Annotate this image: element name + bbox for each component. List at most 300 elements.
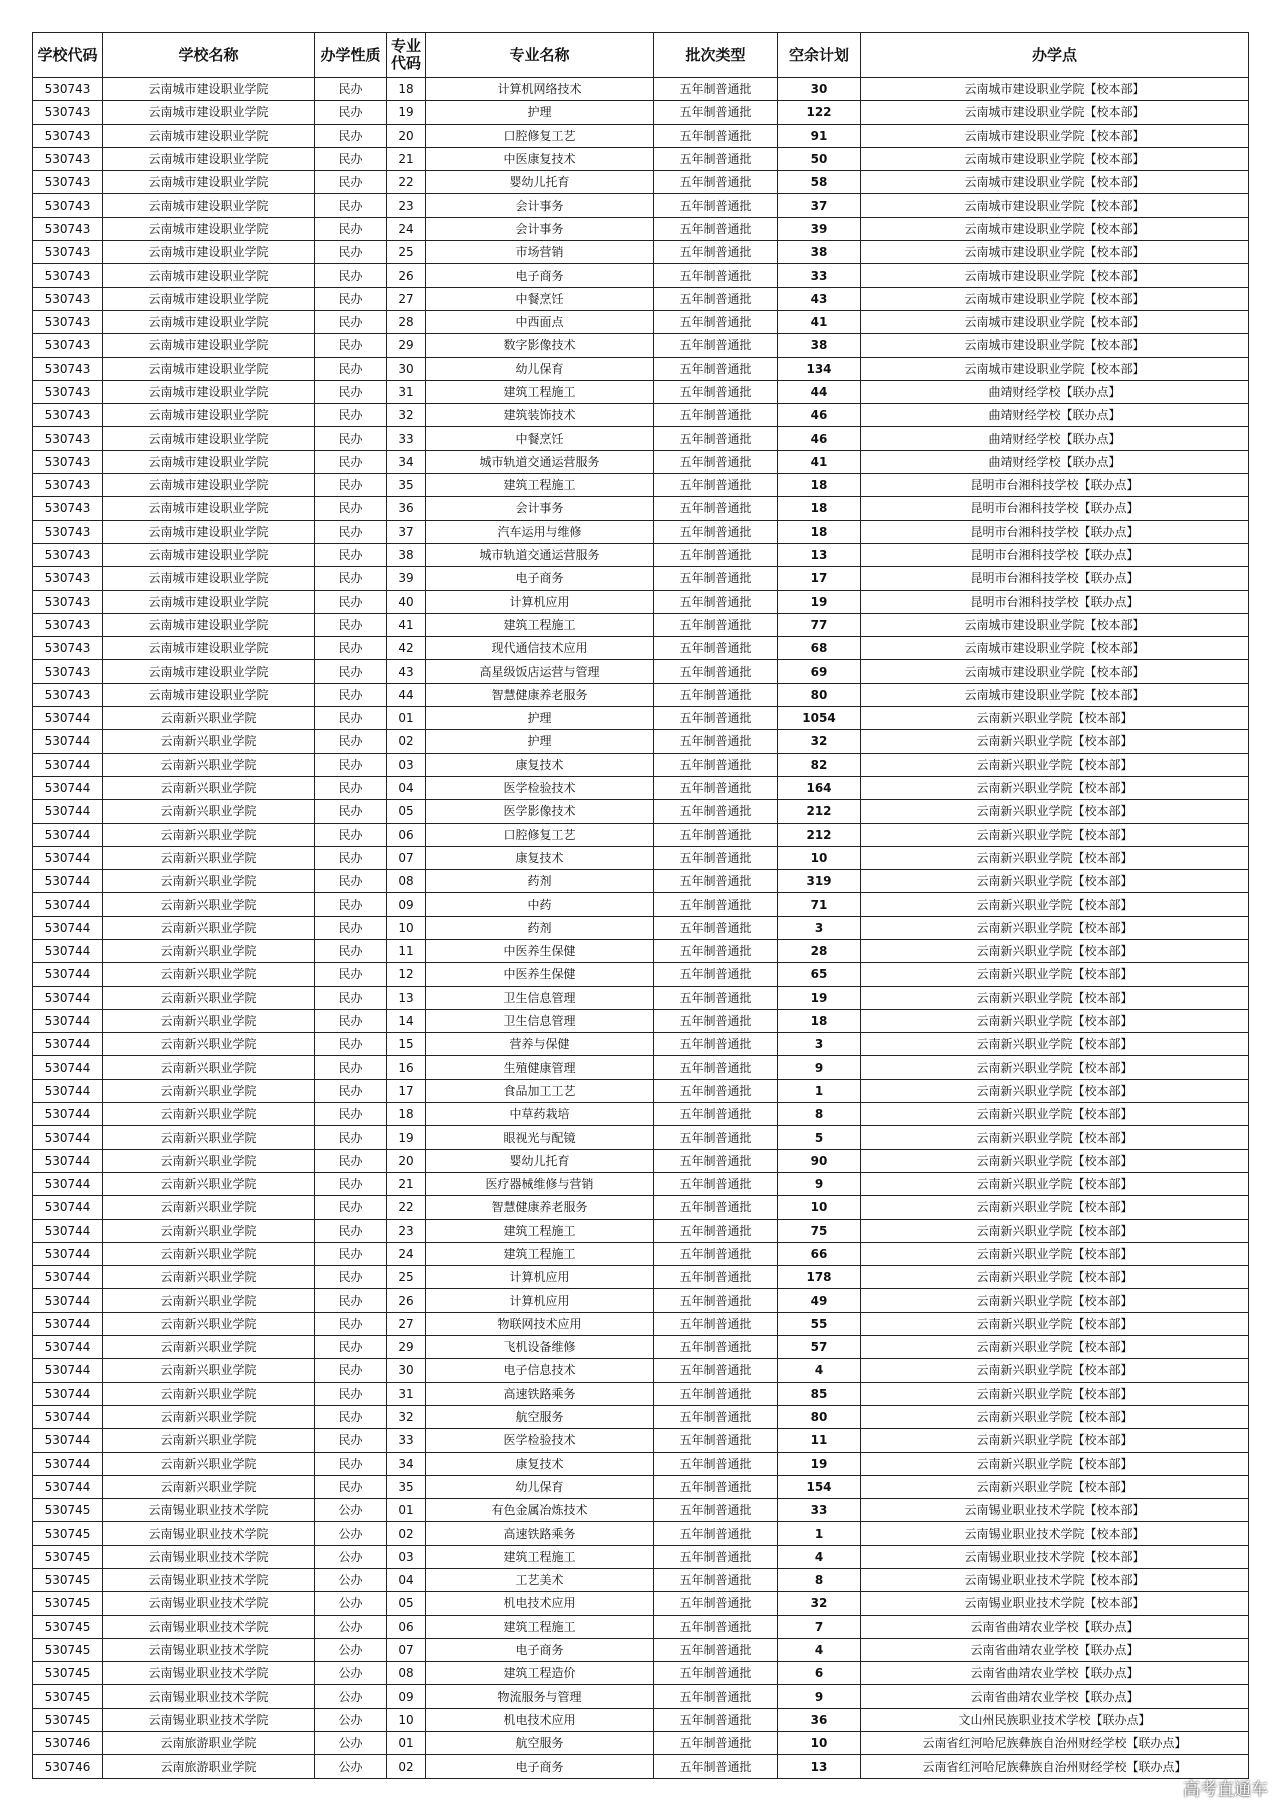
cell-school-code: 530744 — [33, 1009, 103, 1032]
cell-campus: 云南新兴职业学院【校本部】 — [861, 1033, 1249, 1056]
table-row — [33, 334, 1249, 357]
cell-batch-type: 五年制普通批 — [654, 846, 778, 869]
cell-campus: 云南城市建设职业学院【校本部】 — [861, 660, 1249, 683]
cell-school-code: 530743 — [33, 217, 103, 240]
cell-vacancy: 58 — [778, 171, 861, 194]
cell-vacancy: 38 — [778, 241, 861, 264]
cell-major-name: 现代通信技术应用 — [426, 637, 654, 660]
cell-school-name: 云南城市建设职业学院 — [103, 683, 315, 706]
cell-school-type: 公办 — [315, 1615, 387, 1638]
cell-campus: 云南新兴职业学院【校本部】 — [861, 776, 1249, 799]
cell-major-code: 10 — [387, 916, 426, 939]
cell-school-name: 云南新兴职业学院 — [103, 1359, 315, 1382]
cell-major-name: 中餐烹饪 — [426, 427, 654, 450]
cell-major-code: 07 — [387, 1638, 426, 1661]
cell-school-code: 530745 — [33, 1545, 103, 1568]
cell-batch-type: 五年制普通批 — [654, 1685, 778, 1708]
cell-campus: 云南新兴职业学院【校本部】 — [861, 939, 1249, 962]
cell-school-code: 530745 — [33, 1638, 103, 1661]
cell-vacancy: 134 — [778, 357, 861, 380]
table-row — [33, 683, 1249, 706]
cell-school-type: 公办 — [315, 1545, 387, 1568]
cell-major-name: 建筑工程施工 — [426, 613, 654, 636]
table-row — [33, 613, 1249, 636]
table-row — [33, 217, 1249, 240]
cell-vacancy: 33 — [778, 1499, 861, 1522]
cell-batch-type: 五年制普通批 — [654, 1312, 778, 1335]
table-row — [33, 1569, 1249, 1592]
cell-school-code: 530746 — [33, 1755, 103, 1778]
cell-campus: 云南城市建设职业学院【校本部】 — [861, 357, 1249, 380]
cell-school-name: 云南城市建设职业学院 — [103, 637, 315, 660]
cell-major-code: 32 — [387, 1405, 426, 1428]
cell-major-name: 医疗器械维修与营销 — [426, 1172, 654, 1195]
cell-campus: 云南城市建设职业学院【校本部】 — [861, 637, 1249, 660]
cell-school-code: 530744 — [33, 846, 103, 869]
cell-major-name: 食品加工工艺 — [426, 1079, 654, 1102]
table-row — [33, 1732, 1249, 1755]
table-row — [33, 1312, 1249, 1335]
table-row — [33, 380, 1249, 403]
cell-school-type: 民办 — [315, 1266, 387, 1289]
table-row — [33, 567, 1249, 590]
table-row — [33, 1685, 1249, 1708]
vacancy-plan-table — [32, 32, 1249, 1779]
cell-major-name: 航空服务 — [426, 1732, 654, 1755]
cell-batch-type: 五年制普通批 — [654, 1033, 778, 1056]
cell-school-type: 民办 — [315, 1126, 387, 1149]
cell-batch-type: 五年制普通批 — [654, 1545, 778, 1568]
cell-campus: 昆明市台湘科技学校【联办点】 — [861, 520, 1249, 543]
table-row — [33, 707, 1249, 730]
cell-batch-type: 五年制普通批 — [654, 660, 778, 683]
cell-campus: 文山州民族职业技术学校【联办点】 — [861, 1708, 1249, 1731]
table-row — [33, 404, 1249, 427]
cell-batch-type: 五年制普通批 — [654, 1475, 778, 1498]
cell-school-name: 云南锡业职业技术学院 — [103, 1569, 315, 1592]
cell-major-code: 43 — [387, 660, 426, 683]
cell-school-name: 云南城市建设职业学院 — [103, 334, 315, 357]
cell-campus: 昆明市台湘科技学校【联办点】 — [861, 590, 1249, 613]
cell-school-code: 530746 — [33, 1732, 103, 1755]
cell-vacancy: 1 — [778, 1522, 861, 1545]
cell-vacancy: 46 — [778, 404, 861, 427]
cell-major-code: 25 — [387, 1266, 426, 1289]
cell-school-name: 云南新兴职业学院 — [103, 753, 315, 776]
cell-school-type: 民办 — [315, 730, 387, 753]
cell-school-code: 530743 — [33, 404, 103, 427]
table-row — [33, 1103, 1249, 1126]
cell-school-name: 云南新兴职业学院 — [103, 939, 315, 962]
cell-batch-type: 五年制普通批 — [654, 986, 778, 1009]
cell-school-code: 530743 — [33, 543, 103, 566]
cell-vacancy: 4 — [778, 1545, 861, 1568]
cell-school-code: 530745 — [33, 1685, 103, 1708]
cell-school-type: 民办 — [315, 474, 387, 497]
table-row — [33, 124, 1249, 147]
cell-batch-type: 五年制普通批 — [654, 404, 778, 427]
cell-batch-type: 五年制普通批 — [654, 753, 778, 776]
cell-major-code: 34 — [387, 450, 426, 473]
cell-major-name: 会计事务 — [426, 497, 654, 520]
cell-major-code: 03 — [387, 1545, 426, 1568]
cell-vacancy: 33 — [778, 264, 861, 287]
cell-school-code: 530745 — [33, 1708, 103, 1731]
cell-school-name: 云南新兴职业学院 — [103, 823, 315, 846]
table-row — [33, 1033, 1249, 1056]
cell-school-type: 公办 — [315, 1732, 387, 1755]
table-row — [33, 1638, 1249, 1661]
cell-campus: 云南锡业职业技术学院【校本部】 — [861, 1545, 1249, 1568]
cell-batch-type: 五年制普通批 — [654, 916, 778, 939]
cell-vacancy: 9 — [778, 1172, 861, 1195]
cell-school-code: 530744 — [33, 1126, 103, 1149]
cell-campus: 云南新兴职业学院【校本部】 — [861, 1242, 1249, 1265]
cell-batch-type: 五年制普通批 — [654, 567, 778, 590]
cell-vacancy: 46 — [778, 427, 861, 450]
cell-batch-type: 五年制普通批 — [654, 1289, 778, 1312]
cell-major-code: 26 — [387, 264, 426, 287]
cell-school-code: 530744 — [33, 1266, 103, 1289]
cell-school-type: 民办 — [315, 450, 387, 473]
cell-major-code: 24 — [387, 217, 426, 240]
cell-campus: 云南城市建设职业学院【校本部】 — [861, 124, 1249, 147]
cell-school-type: 民办 — [315, 217, 387, 240]
cell-major-name: 汽车运用与维修 — [426, 520, 654, 543]
cell-batch-type: 五年制普通批 — [654, 613, 778, 636]
cell-school-type: 民办 — [315, 823, 387, 846]
cell-school-type: 民办 — [315, 1103, 387, 1126]
cell-school-name: 云南锡业职业技术学院 — [103, 1545, 315, 1568]
cell-school-code: 530743 — [33, 310, 103, 333]
cell-school-type: 民办 — [315, 1475, 387, 1498]
cell-major-code: 13 — [387, 986, 426, 1009]
cell-school-name: 云南新兴职业学院 — [103, 1172, 315, 1195]
cell-major-name: 中药 — [426, 893, 654, 916]
cell-school-code: 530743 — [33, 567, 103, 590]
table-row — [33, 1382, 1249, 1405]
cell-batch-type: 五年制普通批 — [654, 1405, 778, 1428]
cell-vacancy: 43 — [778, 287, 861, 310]
table-body — [33, 78, 1249, 1779]
cell-vacancy: 212 — [778, 823, 861, 846]
cell-major-code: 35 — [387, 474, 426, 497]
cell-school-name: 云南城市建设职业学院 — [103, 520, 315, 543]
cell-campus: 昆明市台湘科技学校【联办点】 — [861, 474, 1249, 497]
cell-school-name: 云南新兴职业学院 — [103, 893, 315, 916]
cell-major-name: 工艺美术 — [426, 1569, 654, 1592]
cell-school-code: 530743 — [33, 287, 103, 310]
cell-batch-type: 五年制普通批 — [654, 1382, 778, 1405]
cell-batch-type: 五年制普通批 — [654, 497, 778, 520]
cell-vacancy: 19 — [778, 590, 861, 613]
cell-major-name: 幼儿保育 — [426, 1475, 654, 1498]
cell-school-code: 530743 — [33, 474, 103, 497]
table-row — [33, 264, 1249, 287]
cell-school-code: 530745 — [33, 1615, 103, 1638]
cell-major-code: 03 — [387, 753, 426, 776]
cell-school-name: 云南城市建设职业学院 — [103, 427, 315, 450]
cell-campus: 云南城市建设职业学院【校本部】 — [861, 287, 1249, 310]
cell-batch-type: 五年制普通批 — [654, 590, 778, 613]
cell-major-code: 22 — [387, 171, 426, 194]
cell-batch-type: 五年制普通批 — [654, 217, 778, 240]
cell-major-name: 建筑工程施工 — [426, 1219, 654, 1242]
header-major-code: 专业代码 — [387, 33, 426, 78]
cell-major-name: 城市轨道交通运营服务 — [426, 543, 654, 566]
cell-major-code: 28 — [387, 310, 426, 333]
cell-vacancy: 9 — [778, 1685, 861, 1708]
table-row — [33, 1219, 1249, 1242]
cell-campus: 云南新兴职业学院【校本部】 — [861, 1312, 1249, 1335]
cell-school-name: 云南锡业职业技术学院 — [103, 1592, 315, 1615]
cell-campus: 云南新兴职业学院【校本部】 — [861, 1196, 1249, 1219]
cell-major-name: 医学检验技术 — [426, 1429, 654, 1452]
cell-major-code: 21 — [387, 1172, 426, 1195]
header-row — [33, 33, 1249, 78]
cell-major-code: 22 — [387, 1196, 426, 1219]
table-row — [33, 450, 1249, 473]
cell-school-type: 民办 — [315, 1336, 387, 1359]
cell-batch-type: 五年制普通批 — [654, 1359, 778, 1382]
cell-school-type: 民办 — [315, 310, 387, 333]
cell-batch-type: 五年制普通批 — [654, 357, 778, 380]
cell-batch-type: 五年制普通批 — [654, 823, 778, 846]
cell-major-name: 康复技术 — [426, 1452, 654, 1475]
cell-major-name: 药剂 — [426, 916, 654, 939]
cell-batch-type: 五年制普通批 — [654, 1103, 778, 1126]
cell-major-code: 44 — [387, 683, 426, 706]
cell-school-type: 民办 — [315, 194, 387, 217]
cell-school-type: 公办 — [315, 1499, 387, 1522]
cell-vacancy: 122 — [778, 101, 861, 124]
cell-major-name: 护理 — [426, 707, 654, 730]
cell-vacancy: 75 — [778, 1219, 861, 1242]
cell-batch-type: 五年制普通批 — [654, 683, 778, 706]
cell-vacancy: 18 — [778, 1009, 861, 1032]
cell-major-code: 19 — [387, 1126, 426, 1149]
table-row — [33, 846, 1249, 869]
table-row — [33, 1755, 1249, 1778]
table-row — [33, 800, 1249, 823]
cell-school-type: 民办 — [315, 497, 387, 520]
cell-school-code: 530744 — [33, 1079, 103, 1102]
cell-school-code: 530744 — [33, 1149, 103, 1172]
cell-campus: 云南新兴职业学院【校本部】 — [861, 800, 1249, 823]
cell-campus: 云南新兴职业学院【校本部】 — [861, 1219, 1249, 1242]
cell-vacancy: 319 — [778, 870, 861, 893]
cell-vacancy: 18 — [778, 520, 861, 543]
cell-vacancy: 82 — [778, 753, 861, 776]
cell-major-name: 计算机应用 — [426, 1289, 654, 1312]
cell-school-name: 云南新兴职业学院 — [103, 1033, 315, 1056]
cell-school-name: 云南城市建设职业学院 — [103, 567, 315, 590]
cell-campus: 云南新兴职业学院【校本部】 — [861, 846, 1249, 869]
cell-vacancy: 5 — [778, 1126, 861, 1149]
table-row — [33, 1545, 1249, 1568]
cell-batch-type: 五年制普通批 — [654, 1569, 778, 1592]
table-row — [33, 1499, 1249, 1522]
cell-school-name: 云南锡业职业技术学院 — [103, 1615, 315, 1638]
cell-major-name: 中医养生保健 — [426, 963, 654, 986]
cell-major-code: 15 — [387, 1033, 426, 1056]
cell-school-type: 民办 — [315, 287, 387, 310]
table-row — [33, 497, 1249, 520]
table-row — [33, 776, 1249, 799]
cell-major-name: 数字影像技术 — [426, 334, 654, 357]
cell-school-type: 民办 — [315, 1289, 387, 1312]
cell-major-code: 02 — [387, 1755, 426, 1778]
cell-vacancy: 13 — [778, 543, 861, 566]
cell-major-name: 眼视光与配镜 — [426, 1126, 654, 1149]
cell-vacancy: 3 — [778, 1033, 861, 1056]
cell-batch-type: 五年制普通批 — [654, 1522, 778, 1545]
cell-school-type: 民办 — [315, 613, 387, 636]
cell-batch-type: 五年制普通批 — [654, 1755, 778, 1778]
cell-vacancy: 1054 — [778, 707, 861, 730]
cell-campus: 曲靖财经学校【联办点】 — [861, 380, 1249, 403]
table-row — [33, 287, 1249, 310]
cell-vacancy: 17 — [778, 567, 861, 590]
cell-vacancy: 91 — [778, 124, 861, 147]
cell-vacancy: 10 — [778, 1732, 861, 1755]
header-vacancy: 空余计划 — [778, 33, 861, 78]
table-row — [33, 427, 1249, 450]
cell-major-code: 02 — [387, 730, 426, 753]
cell-vacancy: 36 — [778, 1708, 861, 1731]
cell-school-code: 530743 — [33, 264, 103, 287]
table-row — [33, 963, 1249, 986]
cell-school-code: 530744 — [33, 893, 103, 916]
cell-school-name: 云南城市建设职业学院 — [103, 450, 315, 473]
cell-major-code: 14 — [387, 1009, 426, 1032]
table-row — [33, 1242, 1249, 1265]
cell-campus: 云南锡业职业技术学院【校本部】 — [861, 1592, 1249, 1615]
cell-school-name: 云南城市建设职业学院 — [103, 264, 315, 287]
cell-school-code: 530744 — [33, 1382, 103, 1405]
cell-school-name: 云南新兴职业学院 — [103, 707, 315, 730]
cell-school-type: 民办 — [315, 1382, 387, 1405]
cell-campus: 云南新兴职业学院【校本部】 — [861, 1405, 1249, 1428]
cell-batch-type: 五年制普通批 — [654, 939, 778, 962]
cell-campus: 云南城市建设职业学院【校本部】 — [861, 241, 1249, 264]
cell-school-code: 530744 — [33, 963, 103, 986]
cell-vacancy: 37 — [778, 194, 861, 217]
cell-vacancy: 38 — [778, 334, 861, 357]
cell-vacancy: 8 — [778, 1103, 861, 1126]
cell-vacancy: 57 — [778, 1336, 861, 1359]
table-row — [33, 730, 1249, 753]
cell-major-name: 物流服务与管理 — [426, 1685, 654, 1708]
table-row — [33, 1615, 1249, 1638]
cell-school-name: 云南城市建设职业学院 — [103, 78, 315, 101]
cell-batch-type: 五年制普通批 — [654, 287, 778, 310]
cell-school-name: 云南新兴职业学院 — [103, 1312, 315, 1335]
cell-school-type: 民办 — [315, 567, 387, 590]
cell-vacancy: 55 — [778, 1312, 861, 1335]
cell-school-code: 530744 — [33, 916, 103, 939]
cell-school-code: 530744 — [33, 1359, 103, 1382]
cell-school-name: 云南锡业职业技术学院 — [103, 1662, 315, 1685]
cell-school-type: 民办 — [315, 590, 387, 613]
cell-school-code: 530744 — [33, 1405, 103, 1428]
cell-vacancy: 68 — [778, 637, 861, 660]
cell-school-name: 云南城市建设职业学院 — [103, 590, 315, 613]
cell-major-code: 09 — [387, 893, 426, 916]
cell-major-code: 27 — [387, 287, 426, 310]
table-row — [33, 753, 1249, 776]
cell-school-name: 云南新兴职业学院 — [103, 986, 315, 1009]
cell-vacancy: 9 — [778, 1056, 861, 1079]
cell-major-name: 生殖健康管理 — [426, 1056, 654, 1079]
cell-school-code: 530743 — [33, 334, 103, 357]
cell-vacancy: 4 — [778, 1638, 861, 1661]
cell-school-name: 云南锡业职业技术学院 — [103, 1708, 315, 1731]
cell-major-name: 中西面点 — [426, 310, 654, 333]
cell-school-type: 民办 — [315, 1149, 387, 1172]
cell-major-code: 24 — [387, 1242, 426, 1265]
cell-major-code: 23 — [387, 194, 426, 217]
cell-campus: 云南城市建设职业学院【校本部】 — [861, 334, 1249, 357]
watermark: 高考直通车 — [1183, 1780, 1268, 1800]
cell-batch-type: 五年制普通批 — [654, 1499, 778, 1522]
cell-campus: 云南新兴职业学院【校本部】 — [861, 986, 1249, 1009]
cell-campus: 昆明市台湘科技学校【联办点】 — [861, 567, 1249, 590]
cell-vacancy: 49 — [778, 1289, 861, 1312]
cell-campus: 昆明市台湘科技学校【联办点】 — [861, 497, 1249, 520]
cell-school-name: 云南城市建设职业学院 — [103, 404, 315, 427]
cell-school-name: 云南新兴职业学院 — [103, 1266, 315, 1289]
cell-vacancy: 7 — [778, 1615, 861, 1638]
cell-school-type: 民办 — [315, 986, 387, 1009]
cell-school-name: 云南城市建设职业学院 — [103, 497, 315, 520]
cell-major-code: 19 — [387, 101, 426, 124]
cell-batch-type: 五年制普通批 — [654, 334, 778, 357]
cell-school-code: 530744 — [33, 776, 103, 799]
cell-batch-type: 五年制普通批 — [654, 171, 778, 194]
cell-campus: 云南新兴职业学院【校本部】 — [861, 1149, 1249, 1172]
cell-batch-type: 五年制普通批 — [654, 1615, 778, 1638]
table-row — [33, 637, 1249, 660]
header-school-code: 学校代码 — [33, 33, 103, 78]
cell-major-code: 36 — [387, 497, 426, 520]
cell-vacancy: 18 — [778, 474, 861, 497]
cell-school-name: 云南锡业职业技术学院 — [103, 1499, 315, 1522]
cell-campus: 云南城市建设职业学院【校本部】 — [861, 78, 1249, 101]
cell-school-type: 公办 — [315, 1522, 387, 1545]
cell-school-type: 民办 — [315, 939, 387, 962]
table-row — [33, 1475, 1249, 1498]
cell-vacancy: 18 — [778, 497, 861, 520]
cell-major-name: 药剂 — [426, 870, 654, 893]
cell-school-code: 530743 — [33, 78, 103, 101]
cell-school-type: 公办 — [315, 1662, 387, 1685]
cell-school-type: 民办 — [315, 404, 387, 427]
cell-campus: 云南锡业职业技术学院【校本部】 — [861, 1499, 1249, 1522]
cell-batch-type: 五年制普通批 — [654, 380, 778, 403]
cell-batch-type: 五年制普通批 — [654, 427, 778, 450]
cell-school-code: 530743 — [33, 124, 103, 147]
header-campus: 办学点 — [861, 33, 1249, 78]
cell-major-name: 医学影像技术 — [426, 800, 654, 823]
cell-major-name: 护理 — [426, 101, 654, 124]
cell-school-code: 530744 — [33, 823, 103, 846]
cell-school-type: 公办 — [315, 1755, 387, 1778]
cell-school-code: 530744 — [33, 1312, 103, 1335]
cell-major-name: 卫生信息管理 — [426, 986, 654, 1009]
cell-major-name: 高速铁路乘务 — [426, 1522, 654, 1545]
cell-campus: 曲靖财经学校【联办点】 — [861, 427, 1249, 450]
